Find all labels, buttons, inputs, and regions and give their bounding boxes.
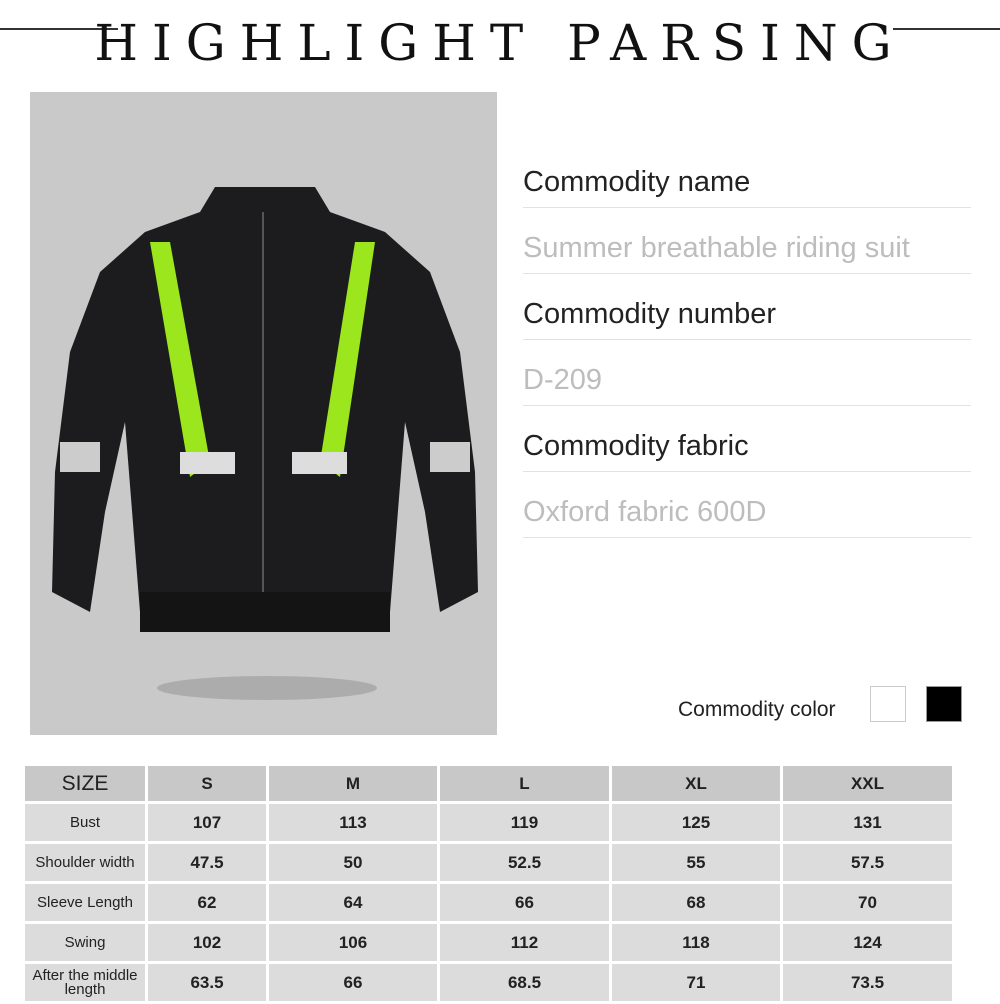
table-row bbox=[24, 883, 954, 923]
header-cell: L bbox=[439, 765, 611, 803]
spec-value-name: Summer breathable riding suit bbox=[523, 232, 971, 274]
header-cell: S bbox=[147, 765, 268, 803]
table-cell: 102 bbox=[147, 923, 268, 963]
table-row bbox=[24, 803, 954, 843]
table-cell: 112 bbox=[439, 923, 611, 963]
spec-label-fabric: Commodity fabric bbox=[523, 430, 971, 472]
row-label: Shoulder width bbox=[24, 843, 147, 883]
table-cell: 73.5 bbox=[782, 963, 954, 1003]
product-photo bbox=[30, 92, 497, 735]
table-row bbox=[24, 963, 954, 1003]
table-cell: 47.5 bbox=[147, 843, 268, 883]
table-row bbox=[24, 923, 954, 963]
color-swatch-white[interactable] bbox=[870, 686, 906, 722]
table-cell: 131 bbox=[782, 803, 954, 843]
table-cell: 66 bbox=[439, 883, 611, 923]
table-cell: 68.5 bbox=[439, 963, 611, 1003]
table-cell: 106 bbox=[268, 923, 439, 963]
table-cell: 118 bbox=[611, 923, 782, 963]
spec-value-fabric: Oxford fabric 600D bbox=[523, 496, 971, 538]
table-cell: 50 bbox=[268, 843, 439, 883]
page-title: HIGHLIGHT PARSING bbox=[94, 14, 906, 72]
table-cell: 119 bbox=[439, 803, 611, 843]
table-cell: 71 bbox=[611, 963, 782, 1003]
table-cell: 68 bbox=[611, 883, 782, 923]
table-cell: 66 bbox=[268, 963, 439, 1003]
table-cell: 124 bbox=[782, 923, 954, 963]
header-cell: XL bbox=[611, 765, 782, 803]
header-cell: XXL bbox=[782, 765, 954, 803]
header-cell: M bbox=[268, 765, 439, 803]
table-cell: 62 bbox=[147, 883, 268, 923]
spec-label-name: Commodity name bbox=[523, 166, 971, 208]
row-label: Swing bbox=[24, 923, 147, 963]
spec-label-number: Commodity number bbox=[523, 298, 971, 340]
table-cell: 57.5 bbox=[782, 843, 954, 883]
row-label: After the middle length bbox=[24, 963, 147, 1003]
color-label: Commodity color bbox=[678, 698, 836, 721]
table-header-row bbox=[24, 765, 954, 803]
table-cell: 113 bbox=[268, 803, 439, 843]
table-cell: 70 bbox=[782, 883, 954, 923]
row-label: Sleeve Length bbox=[24, 883, 147, 923]
row-label: Bust bbox=[24, 803, 147, 843]
table-row bbox=[24, 843, 954, 883]
table-cell: 64 bbox=[268, 883, 439, 923]
table-cell: 55 bbox=[611, 843, 782, 883]
table-cell: 63.5 bbox=[147, 963, 268, 1003]
table-cell: 125 bbox=[611, 803, 782, 843]
header-cell: SIZE bbox=[24, 765, 147, 803]
table-cell: 52.5 bbox=[439, 843, 611, 883]
color-swatch-black[interactable] bbox=[926, 686, 962, 722]
size-table bbox=[22, 763, 955, 1004]
spec-value-number: D-209 bbox=[523, 364, 971, 406]
table-cell: 107 bbox=[147, 803, 268, 843]
